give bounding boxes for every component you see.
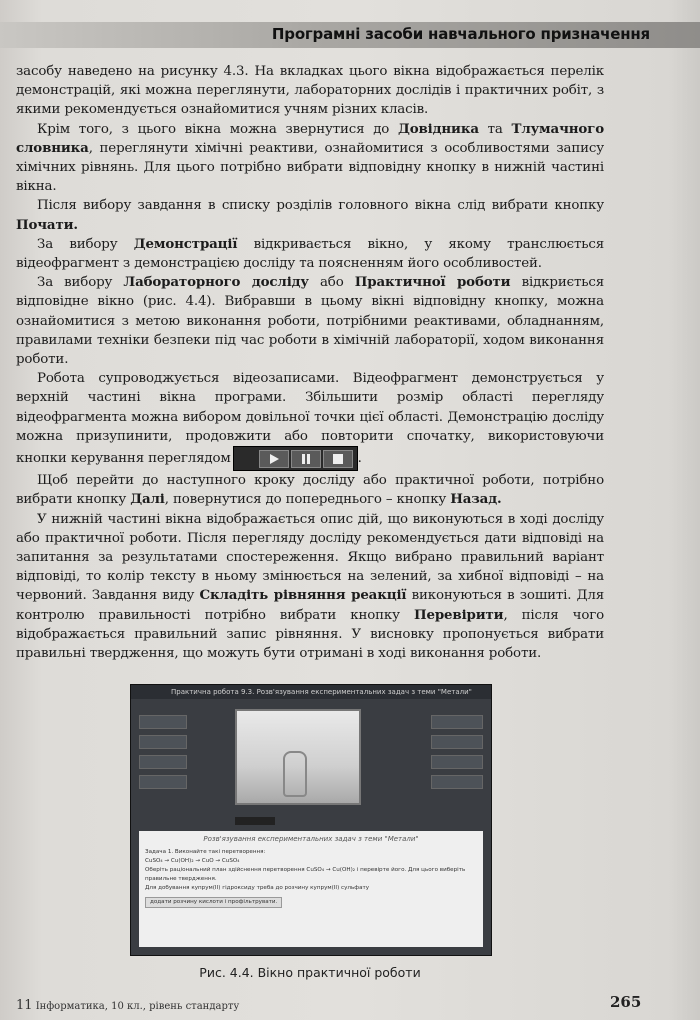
bold-term: Назад. [450,491,502,508]
figure-side-button [139,775,187,789]
text-run: Щоб перейти до наступного кроку досліду або практичної роботи, потрібно вибрати кнопку [16,473,604,508]
play-icon [259,450,289,468]
figure-side-button [431,775,483,789]
figure-panel-heading: Розв'язування експериментальних задач з теми "Метали" [203,835,419,843]
figure-side-button [139,755,187,769]
figure-side-button [139,715,187,729]
text-run: У нижній частині вікна відображається опис дій, що виконуються в ході досліду або практичної роботи. Після перегляду досліду рекомендується дати відповіді на запитання за результатами спостереження. Якщо вибрано правильний варіант відповіді, то колір тексту в ньому змінюється на зелений, за хибної відповіді – на червоний. Завдання виду [16,511,604,604]
footer-book-info [16,998,239,1013]
paragraph-7 [16,471,604,509]
paragraph-8 [16,510,604,664]
bold-term: Практичної роботи [354,274,511,291]
footer-chapter-number: 11 [16,998,33,1013]
figure-practical-work-window [130,684,492,956]
figure-side-button [139,735,187,749]
figure-option-button: додати розчину кислоти і профільтрувати. [145,897,282,908]
bold-term: Далі [130,491,165,508]
paragraph-2 [16,120,604,197]
text-run: , після чого відображається правильний запис рівняння. У висновку пропонується вибрати правильні твердження, що можуть бути отримані в ході виконання роботи. [16,607,605,662]
pause-icon [291,450,321,468]
figure-window-title: Практична робота 9.3. Розв'язування експериментальних задач з теми "Метали" [131,685,491,699]
bold-term: Складіть рівняння реакції [199,587,407,604]
text-run: виконуються в зошиті. Для контролю правильності потрібно вибрати кнопку [16,588,604,623]
figure-caption: Рис. 4.4. Вікно практичної роботи [199,965,421,980]
paragraph-3 [16,196,604,234]
bold-term: Лабораторного досліду [123,274,309,291]
figure-video-area [235,709,361,805]
flask-icon [283,751,307,797]
text-run: За вибору [37,275,124,291]
bold-term: Демонстрації [133,235,238,252]
text-run: відкривається вікно, у якому транслюється відеофрагмент з демонстрацією досліду та поясненням його особливостей. [16,236,604,272]
bold-term: Тлумачного словника [16,120,604,156]
paragraph-6: Робота супроводжується відеозаписами. Відеофрагмент демонструється у верхній частині вікна програми. Збільшити розмір області перегляду відеофрагмента можна вибором довільної точки цієї області. Демонстрацію досліду можна призупинити, продовжити або повторити спочатку, використовуючи кнопки керування переглядом . [16,369,604,471]
figure-task: Задача 1. Виконайте такі перетворення: [145,849,266,855]
figure-option-intro: Для добування купрум(ІІ) гідроксиду треба до розчину купрум(ІІ) сульфату [145,885,370,891]
paragraph-5 [16,273,604,369]
header-title: Програмні засоби навчального призначення [271,25,650,43]
figure-description-panel [139,831,483,947]
stop-icon [323,450,353,468]
bold-term: Перевірити [413,606,504,623]
playback-controls-icon [233,446,358,471]
text-run: За вибору [37,236,134,252]
bold-term: Довідника [397,120,479,137]
figure-scheme: CuSO₄ → Cu(OH)₂ → CuO → CuSO₄ [145,858,240,864]
text-run: та [478,121,512,137]
text-run: , переглянути хімічні реактиви, ознайомитися з особливостями запису хімічних рівнянь. Для цього потрібно вибрати відповідну кнопку в нижній частині вікна. [16,140,604,195]
figure-side-button [431,715,483,729]
text-run: відкриється відповідне вікно (рис. 4.4). Вибравши в цьому вікні відповідну кнопку, можна ознайомитися з метою виконання роботи, потрібними реактивами, обладнанням, правилами техніки безпеки під час роботи в хімічній лабораторії, ходом виконання роботи. [16,275,604,368]
body-text [16,62,604,663]
figure-playback-controls-icon [235,817,275,825]
text-run: Після вибору завдання в списку розділів головного вікна слід вибрати кнопку [37,198,604,214]
figure-side-button [431,755,483,769]
text-run: Робота супроводжується відеозаписами. Відеофрагмент демонструється у верхній частині вікна програми. Збільшити розмір області перегляду відеофрагмента можна вибором довільної точки цієї області. Демонстрацію досліду можна призупинити, продовжити або повторити спочатку, використовуючи кнопки керування переглядом [16,371,604,467]
paragraph-1: засобу наведено на рисунку 4.3. На вкладках цього вікна відображається перелік демонстрацій, які можна переглянути, лабораторних дослідів і практичних робіт, з якими рекомендується ознайомитися учням різних класів. [16,64,604,118]
text-run: або [308,275,355,291]
paragraph-4 [16,235,604,273]
text-run: Крім того, з цього вікна можна звернутися до [37,121,398,137]
figure-instruction: Оберіть раціональний план здійснення перетворення CuSO₄ → Cu(OH)₂ і перевірте його. Для цього виберіть правильне твердження. [145,867,466,882]
page-number: 265 [610,993,642,1011]
footer-book-title: Інформатика, 10 кл., рівень стандарту [35,1001,240,1012]
text-run: , повернутися до попереднього – кнопку [164,492,451,508]
figure-side-button [431,735,483,749]
page-spine-shadow [668,0,700,1020]
bold-term: Почати. [16,216,78,233]
